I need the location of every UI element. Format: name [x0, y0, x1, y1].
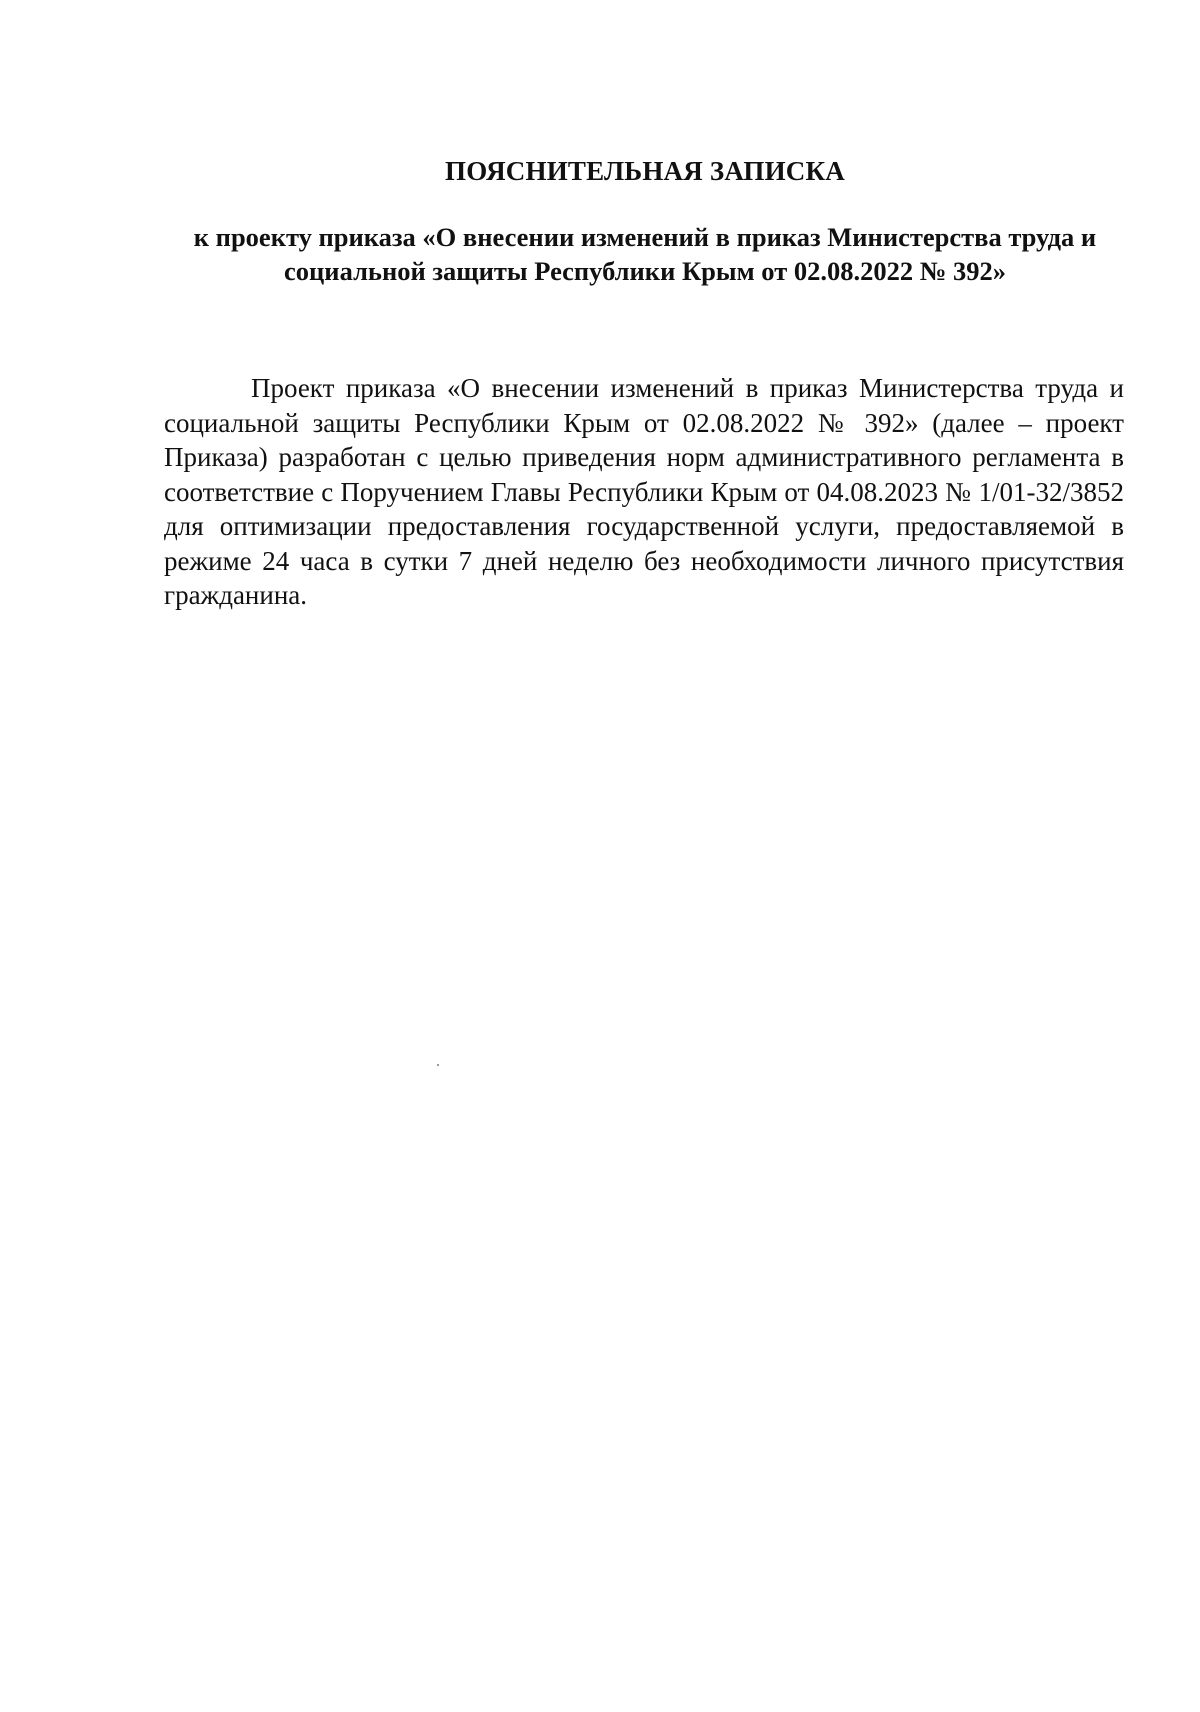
scan-artifact [437, 1064, 439, 1066]
document-subtitle: к проекту приказа «О внесении изменений в приказ Министерства труда и социальной защиты Республики Крым от 02.08.2022 № 392» [193, 222, 1097, 286]
document-title: ПОЯСНИТЕЛЬНАЯ ЗАПИСКА [445, 156, 845, 186]
document-body-paragraph: Проект приказа «О внесении изменений в приказ Министерства труда и социальной защиты Республики Крым от 02.08.2022 № 392» (далее – проект Приказа) разработан с целью приведения норм административного регламента в соответствие с Поручением Главы Республики Крым от 04.08.2023 № 1/01-32/3852 для оптимизации предоставления государственной услуги, предоставляемой в режиме 24 часа в сутки 7 дней неделю без необходимости личного присутствия гражданина. [164, 373, 1124, 610]
